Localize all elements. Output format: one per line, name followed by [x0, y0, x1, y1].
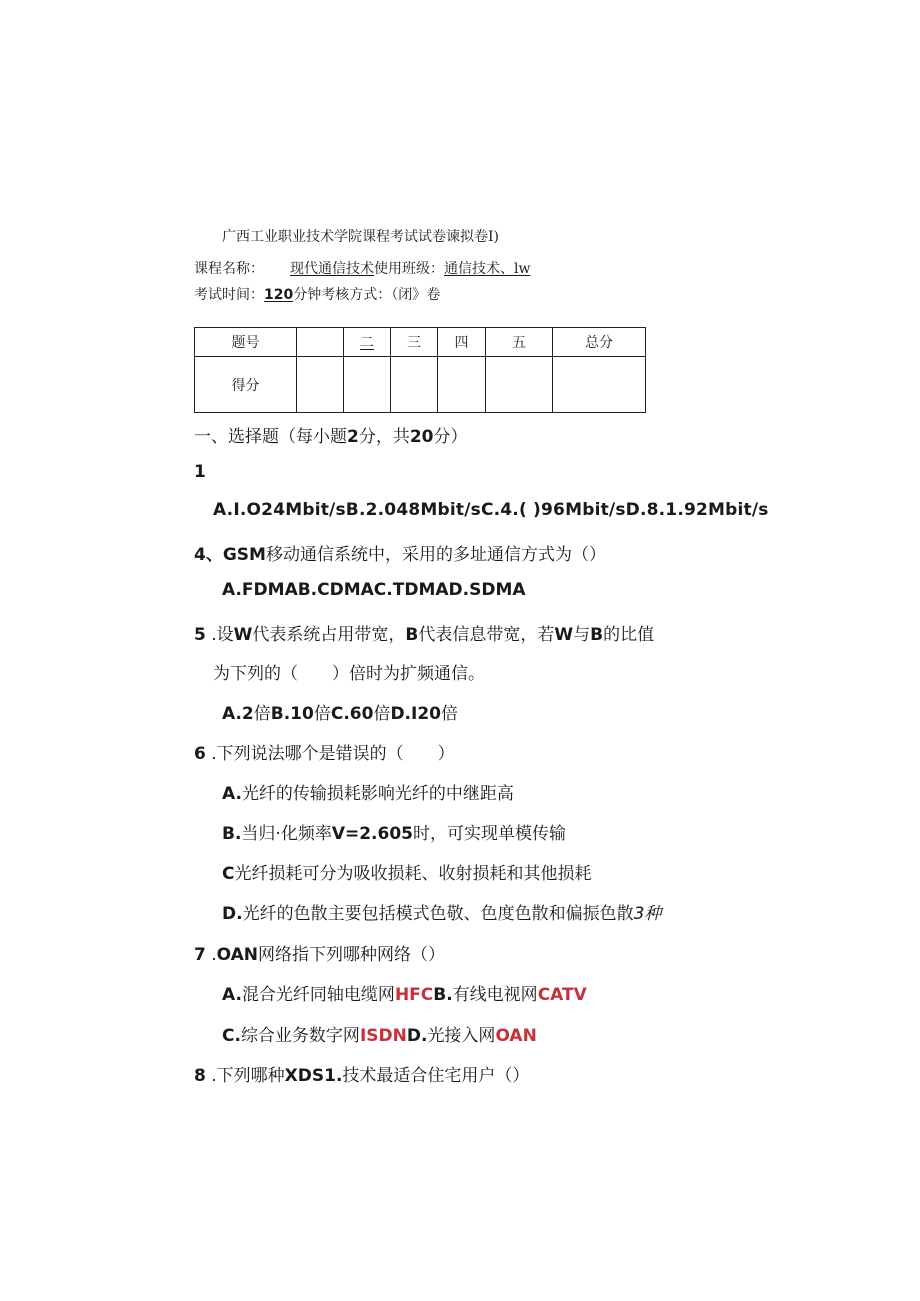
- question-4: 4、GSM移动通信系统中，采用的多址通信方式为（）: [194, 545, 606, 565]
- score-cell: [438, 357, 486, 413]
- score-cell: [297, 357, 344, 413]
- score-header-cell: 题号: [195, 328, 297, 357]
- score-cell: [553, 357, 646, 413]
- time-label: 考试时间：: [194, 287, 264, 303]
- score-cell: [344, 357, 391, 413]
- time-value: 120: [264, 287, 294, 303]
- question-5-line-2: 为下列的（ ）倍时为扩频通信。: [213, 664, 485, 684]
- course-label: 课程名称：: [194, 261, 264, 277]
- question-8: 8 .下列哪种XDS1.技术最适合住宅用户（）: [194, 1066, 530, 1086]
- course-name: 现代通信技术: [290, 261, 374, 277]
- score-table: [194, 327, 646, 413]
- question-7-options-ab: A.混合光纤同轴电缆网HFCB.有线电视网CATV: [222, 985, 587, 1005]
- score-header-cell: 五: [486, 328, 553, 357]
- score-cell: [486, 357, 553, 413]
- question-6-option-b: B.当归·化频率V=2.605时，可实现单模传输: [222, 824, 567, 844]
- time-suffix: 分钟考核方式：（闭》卷: [293, 287, 441, 303]
- score-header-cell: 四: [438, 328, 486, 357]
- question-5-options: A.2倍B.10倍C.60倍D.I20倍: [222, 704, 458, 724]
- question-1-options: A.I.O24Mbit/sB.2.048Mbit/sC.4.( )96Mbit/sD.8.1.92Mbit/s: [213, 500, 769, 520]
- question-6-option-a: A.光纤的传输损耗影响光纤的中继距高: [222, 784, 514, 804]
- question-4-options: A.FDMAB.CDMAC.TDMAD.SDMA: [222, 580, 526, 600]
- score-table-score-row: [195, 357, 646, 413]
- question-7: 7 .OAN网络指下列哪种网络（）: [194, 945, 446, 965]
- score-table-header-row: [195, 328, 646, 357]
- score-header-cell: 总分: [553, 328, 646, 357]
- question-7-options-cd: C.综合业务数字网ISDND.光接入网OAN: [222, 1026, 537, 1046]
- exam-title: 广西工业职业技术学院课程考试试卷谏拟卷I): [222, 229, 499, 245]
- score-header-cell: 三: [391, 328, 438, 357]
- score-row-label: 得分: [195, 357, 297, 413]
- question-6: 6 .下列说法哪个是错误的（ ）: [194, 744, 455, 764]
- question-6-option-c: C光纤损耗可分为吸收损耗、收射损耗和其他损耗: [222, 864, 592, 884]
- class-label: 使用班级：: [374, 261, 444, 277]
- question-6-option-d: D.光纤的色散主要包括模式色敬、色度色散和偏振色散3种: [222, 904, 662, 924]
- section-title: 一、选择题（每小题2分，共20分）: [194, 427, 468, 447]
- score-cell: [391, 357, 438, 413]
- question-5: 5 .设W代表系统占用带宽，B代表信息带宽，若W与B的比值: [194, 625, 655, 645]
- score-header-cell: [297, 328, 344, 357]
- class-name: 通信技术、lw: [444, 261, 531, 277]
- time-line: [194, 284, 440, 304]
- course-line: [194, 258, 530, 278]
- question-1-number: 1: [194, 462, 206, 482]
- score-header-cell: 二: [344, 328, 391, 357]
